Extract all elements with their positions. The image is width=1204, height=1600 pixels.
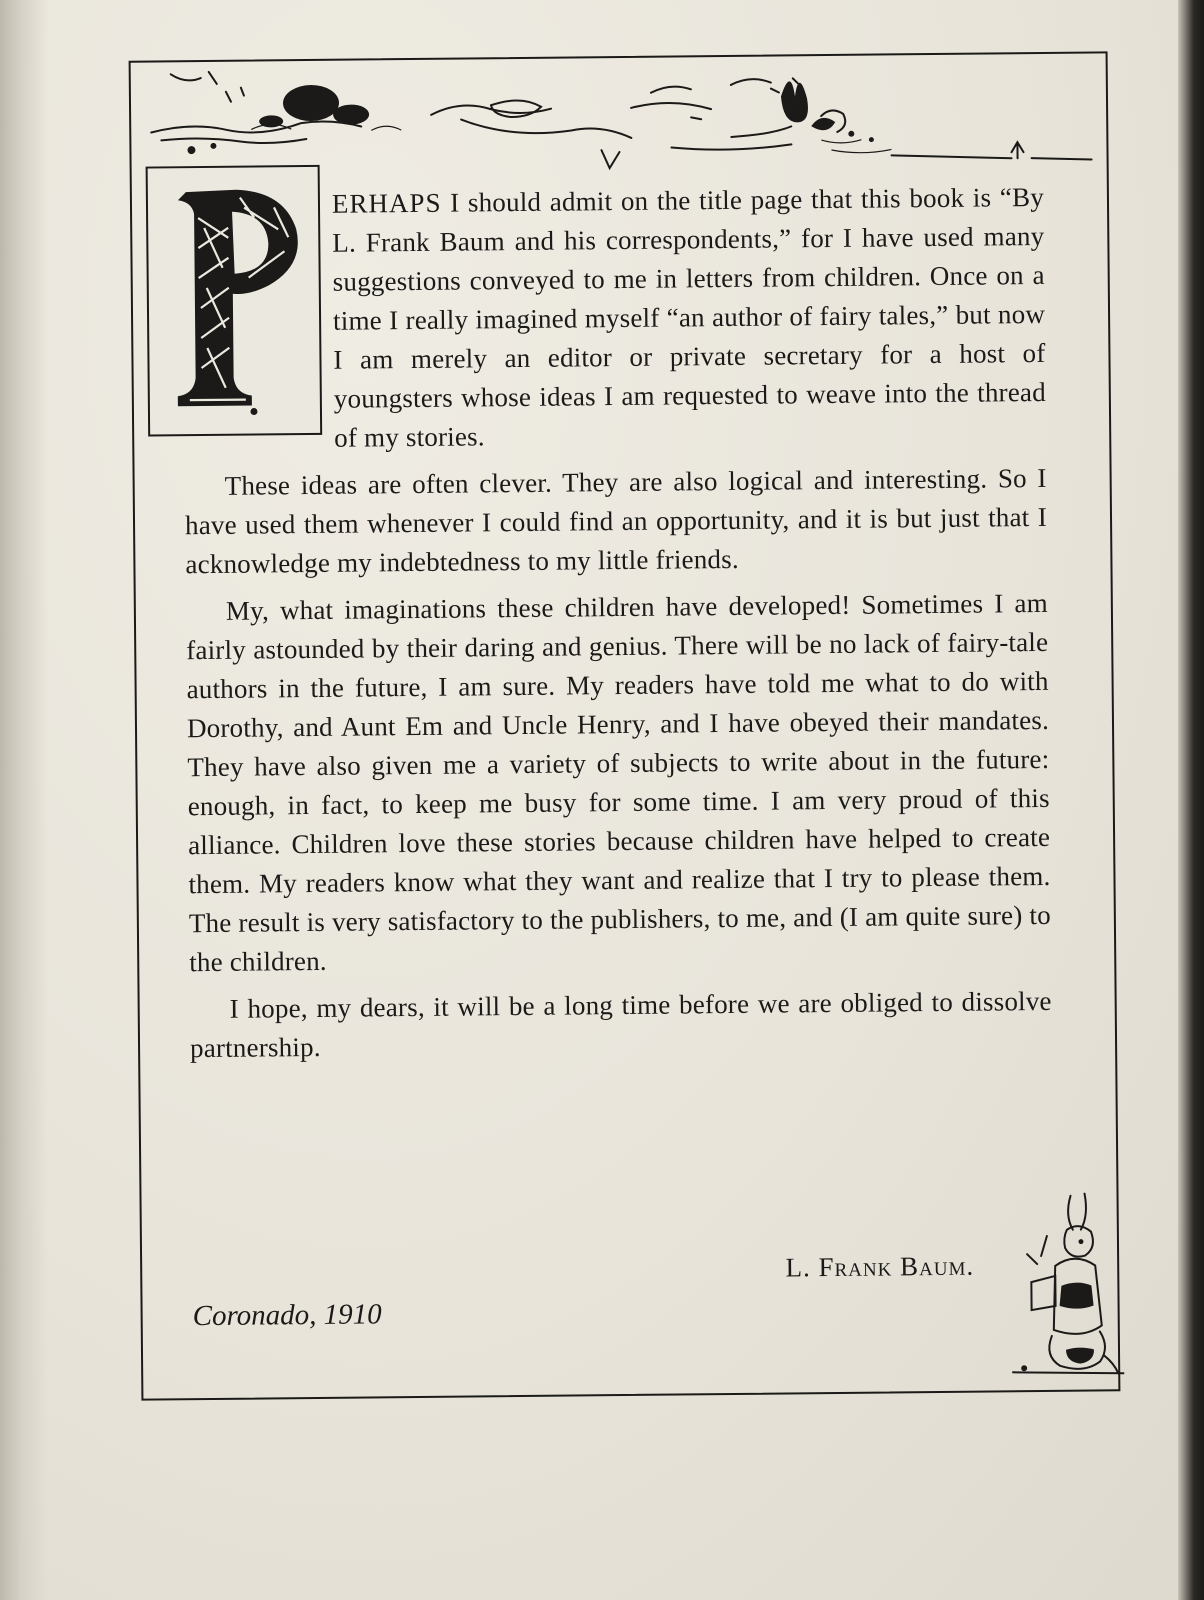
first-paragraph xyxy=(182,178,1047,459)
signature-block xyxy=(192,1250,1055,1348)
paragraph: I hope, my dears, it will be a long time before we are obliged to dissolve partnership. xyxy=(189,985,1052,1064)
paragraph: My, what imaginations these children have developed! Sometimes I am fairly astounded by their daring and genius. There will be no lack of fairy-tale authors in the future, I am sure. My readers have told me what to do with Dorothy, and Aunt Em and Uncle Henry, and I have obeyed their mandates. They have also given me a variety of subjects to write about in the future: enough, in fact, to keep me busy for some time. I am very proud of this alliance. Children love these stories because children have helped to create them. My readers know what they want and realize that I try to please them. The result is very satisfactory to the publishers, to me, and (I am quite sure) to the children. xyxy=(186,587,1051,978)
preface-text xyxy=(182,178,1053,1076)
landscape-vignette-icon xyxy=(131,53,1107,182)
lead-word: ERHAPS xyxy=(331,187,442,219)
author-signature: L. Frank Baum. xyxy=(785,1250,975,1283)
first-paragraph-text: I should admit on the title page that this book is “By L. Frank Baum and his correspondents,” for I have used many suggestions conveyed to me in letters from children. Once on a time I really imagined myself “an author of fairy tales,” but now I am merely an editor or private secretary for a host of youngsters whose ideas I am requested to weave into the thread of my stories. xyxy=(332,181,1046,453)
decorative-frame xyxy=(129,51,1121,1400)
page-edge xyxy=(1178,0,1204,1600)
binding-shadow xyxy=(0,0,48,1600)
paragraph: These ideas are often clever. They are also logical and interesting. So I have used them whenever I could find an opportunity, and it is but just that I acknowledge my indebtedness to my little friends. xyxy=(184,462,1048,580)
place-date: Coronado, 1910 xyxy=(192,1298,382,1333)
rabbit-vignette-icon xyxy=(1010,1185,1124,1386)
